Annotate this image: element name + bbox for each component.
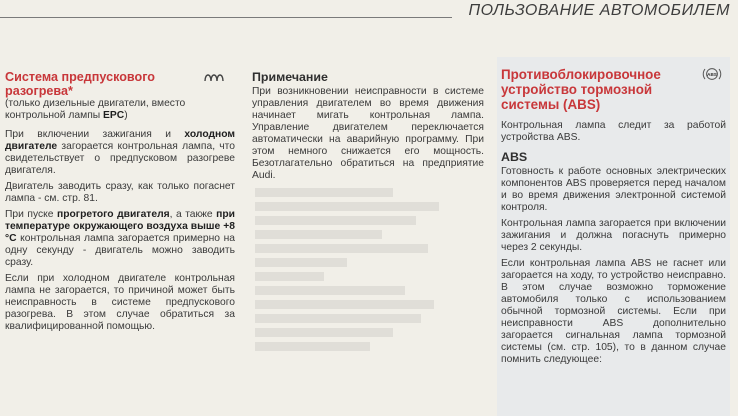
subtitle-text: (только дизельные двигатели, вместо контрольной лампы — [5, 98, 186, 121]
text: При пуске — [5, 209, 57, 220]
text: загорается контрольная лампа, что свидетельствует о предпусковом разогреве двигателя. — [5, 141, 235, 176]
abs-title-line2: устройство тормозной — [501, 82, 653, 97]
glow-plug-title-line2: разогрева — [5, 84, 69, 98]
abs-icon-text: ABS — [707, 72, 717, 77]
glow-plug-para-1 — [5, 129, 235, 177]
glow-plug-icon — [203, 70, 227, 88]
subtitle-close: ) — [124, 110, 128, 121]
header-title: ПОЛЬЗОВАНИЕ АВТОМОБИЛЕМ — [468, 2, 730, 19]
abs-para-4: Если контрольная лампа ABS не гаснет или загорается на ходу, то устройство неисправно. В этом случае возможно торможение автомобиля только с использованием обычной тормозной системы. Если при неисправности ABS дополнительно загорается сигнальная лампа тормозной системы (см. стр. 105), то в данном случае помнить следующее: — [501, 258, 726, 365]
text: , а также — [169, 209, 217, 220]
abs-warning-icon — [702, 67, 722, 86]
bold-text: холодном двигателе — [5, 129, 235, 152]
bold-text: прогретого двигателя — [56, 209, 170, 220]
abs-para-1: Контрольная лампа следит за работой устройства ABS. — [501, 120, 726, 143]
text: контрольная лампа загорается примерно на одну секунду - двигатель можно заводить сразу. — [5, 233, 235, 268]
glow-plug-para-3 — [5, 209, 235, 269]
abs-para-3: Контрольная лампа загорается при включении зажигания и должна погаснуть примерно через 2 секунды. — [501, 218, 726, 253]
abs-section — [497, 57, 730, 416]
footnote-star: * — [68, 84, 73, 98]
abs-subtitle: ABS — [501, 150, 528, 164]
glow-plug-section — [5, 66, 235, 337]
text: При включении зажигания и — [5, 129, 185, 140]
header-rule — [0, 17, 452, 18]
glow-plug-para-2: Двигатель заводить сразу, как только погаснет лампа - см. стр. 81. — [5, 181, 235, 204]
bleed-through-text — [255, 188, 485, 416]
note-section — [252, 66, 484, 186]
abs-title — [501, 67, 661, 112]
bold-text: при температуре окружающего воздуха выше +8 °C — [5, 209, 235, 244]
glow-plug-subtitle — [5, 98, 235, 122]
glow-plug-title-line1: Система предпускового — [5, 70, 155, 84]
page-header — [0, 0, 738, 34]
note-para: При возникновении неисправности в системе управления двигателем во время движения начинает мигать контрольная лампа. Управление двигателем переключается автоматически на аварийную программу. При этом немного снижается его мощность. Безотлагательно обратиться на предприятие Audi. — [252, 86, 484, 181]
abs-para-2: Готовность к работе основных электрических компонентов ABS проверяется перед началом и во время движения электронной системой контроля. — [501, 166, 726, 213]
glow-plug-para-4: Если при холодном двигателе контрольная лампа не загорается, то причиной может быть неисправность в системе предпускового разогрева. В этом случае обратиться за квалифицированной помощью. — [5, 273, 235, 332]
epc-label: EPC — [103, 110, 125, 121]
glow-plug-title — [5, 70, 155, 98]
abs-title-line1: Противоблокировочное — [501, 67, 661, 82]
abs-title-line3: системы (ABS) — [501, 97, 601, 112]
note-title: Примечание — [252, 70, 328, 84]
